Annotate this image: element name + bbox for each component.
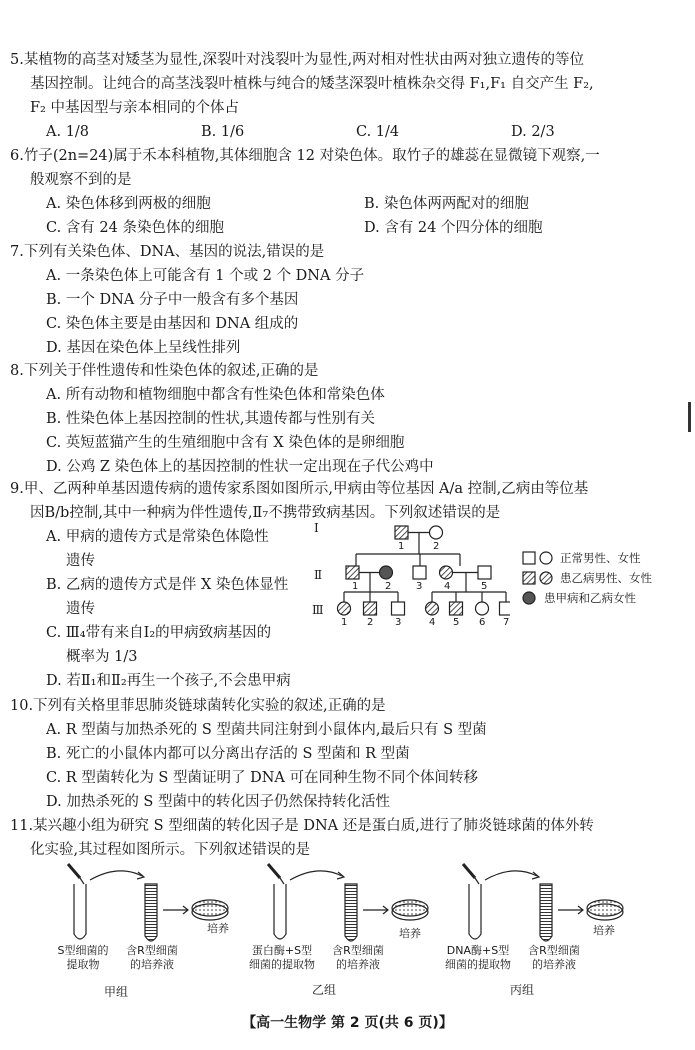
ped-num-III5: 5 — [453, 617, 460, 628]
legend-disease-b-label: 患乙病男性、女性 — [560, 571, 652, 585]
bing-culture-label: 培养 — [593, 924, 615, 937]
q10-line1: 10.下列有关格里菲思肺炎链球菌转化实验的叙述,正确的是 — [10, 698, 386, 714]
q6-options-row2 — [10, 216, 682, 240]
q6-line2: 般观察不到的是 — [30, 172, 132, 188]
q5-options — [10, 120, 682, 144]
ped-num-II2: 2 — [385, 581, 392, 592]
ped-gen-label-II: Ⅱ — [314, 568, 323, 582]
jia-tube1-label: S型细菌的 提取物 — [57, 944, 109, 971]
q9-option-c-cont: 概率为 1/3 — [66, 649, 138, 665]
jia-tube2-label: 含R型细菌 的培养液 — [126, 944, 178, 971]
q6-options-row1 — [10, 192, 682, 216]
legend-row-both — [522, 588, 652, 608]
q5-option-c[interactable]: C. 1/4 — [356, 124, 400, 140]
q9-option-a[interactable]: A. 甲病的遗传方式是常染色体隐性 — [46, 529, 269, 545]
question-5 — [10, 48, 682, 144]
pedigree-chart — [310, 520, 510, 630]
page-footer: 【高一生物学 第 2 页(共 6 页)】 — [242, 1015, 453, 1031]
bing-tube1-label: DNA酶+S型 细菌的提取物 — [445, 944, 511, 971]
ped-III6 — [476, 602, 489, 615]
ped-III1 — [338, 602, 351, 615]
jia-group-label: 甲组 — [104, 985, 129, 999]
q5-option-d[interactable]: D. 2/3 — [511, 124, 555, 140]
q6-option-b[interactable]: B. 染色体两两配对的细胞 — [364, 196, 529, 212]
q9-option-b[interactable]: B. 乙病的遗传方式是伴 X 染色体显性 — [46, 577, 289, 593]
question-6 — [10, 144, 682, 240]
ped-num-I2: 2 — [433, 541, 440, 552]
pedigree-legend — [522, 548, 652, 608]
ped-II3 — [413, 566, 426, 579]
q9-line1: 9.甲、乙两种单基因遗传病的遗传家系图如图所示,甲病由等位基因 A/a 控制,乙病由等位基 — [10, 481, 589, 497]
q10-option-c[interactable]: C. R 型菌转化为 S 型菌证明了 DNA 可在同种生物不同个体间转移 — [46, 770, 478, 786]
q5-line1: 5.某植物的高茎对矮茎为显性,深裂叶对浅裂叶为显性,两对相对性状由两对独立遗传的等位 — [10, 52, 585, 68]
ped-gen-label-III: Ⅲ — [312, 603, 324, 617]
q9-option-c[interactable]: C. Ⅲ₄带有来自Ⅰ₂的甲病致病基因的 — [46, 625, 272, 641]
q7-option-a[interactable]: A. 一条染色体上可能含有 1 个或 2 个 DNA 分子 — [46, 268, 365, 284]
q7-line1: 7.下列有关染色体、DNA、基因的说法,错误的是 — [10, 244, 325, 260]
yi-tube2-label: 含R型细菌 的培养液 — [332, 944, 384, 971]
q9-option-d[interactable]: D. 若Ⅱ₁和Ⅱ₂再生一个孩子,不会患甲病 — [46, 673, 291, 689]
page-edge-mark — [688, 402, 691, 432]
ped-num-III6: 6 — [479, 617, 486, 628]
ped-II2 — [380, 566, 393, 579]
q8-option-a[interactable]: A. 所有动物和植物细胞中都含有性染色体和常染色体 — [46, 387, 385, 403]
q5-option-a[interactable]: A. 1/8 — [46, 124, 90, 140]
bing-group-label: 丙组 — [510, 983, 535, 997]
q6-option-c[interactable]: C. 含有 24 条染色体的细胞 — [46, 220, 224, 236]
q7-option-d[interactable]: D. 基因在染色体上呈线性排列 — [46, 340, 241, 356]
yi-culture-label: 培养 — [399, 927, 421, 940]
q5-option-b[interactable]: B. 1/6 — [201, 124, 245, 140]
yi-tube1-label: 蛋白酶+S型 细菌的提取物 — [249, 944, 315, 971]
ped-num-III2: 2 — [367, 617, 374, 628]
q9-line2: 因B/b控制,其中一种病为伴性遗传,Ⅱ₇不携带致病基因。下列叙述错误的是 — [30, 505, 501, 521]
ped-num-II5: 5 — [481, 581, 488, 592]
ped-III3 — [392, 602, 405, 615]
legend-normal-symbols — [522, 551, 554, 565]
q9-option-a-cont: 遗传 — [66, 553, 95, 569]
q8-option-b[interactable]: B. 性染色体上基因控制的性状,其遗传都与性别有关 — [46, 411, 375, 427]
legend-row-normal — [522, 548, 652, 568]
question-10 — [10, 694, 682, 814]
legend-normal-label: 正常男性、女性 — [560, 551, 641, 565]
ped-num-II4: 4 — [444, 581, 451, 592]
q9-option-b-cont: 遗传 — [66, 601, 95, 617]
ped-num-I1: 1 — [398, 541, 405, 552]
yi-group-label: 乙组 — [312, 983, 337, 997]
ped-I1 — [395, 526, 408, 539]
q7-option-c[interactable]: C. 染色体主要是由基因和 DNA 组成的 — [46, 316, 299, 332]
ped-num-III1: 1 — [341, 617, 348, 628]
ped-num-III3: 3 — [395, 617, 402, 628]
legend-both-symbol — [522, 591, 538, 605]
question-11 — [10, 814, 682, 862]
q9-options — [10, 525, 310, 693]
q8-line1: 8.下列关于伴性遗传和性染色体的叙述,正确的是 — [10, 363, 319, 379]
ped-III5 — [450, 602, 463, 615]
q6-option-d[interactable]: D. 含有 24 个四分体的细胞 — [364, 220, 543, 236]
ped-num-II3: 3 — [416, 581, 423, 592]
q8-option-c[interactable]: C. 英短蓝猫产生的生殖细胞中含有 X 染色体的是卵细胞 — [46, 435, 405, 451]
ped-num-III7: 7 — [503, 617, 510, 628]
question-7 — [10, 240, 682, 360]
q10-option-d[interactable]: D. 加热杀死的 S 型菌中的转化因子仍然保持转化活性 — [46, 794, 390, 810]
legend-disease-b-symbols — [522, 571, 554, 585]
ped-II5 — [478, 566, 491, 579]
question-8 — [10, 359, 682, 479]
q5-line2: 基因控制。让纯合的高茎浅裂叶植株与纯合的矮茎深裂叶植株杂交得 F₁,F₁ 自交产生 F₂, — [30, 76, 594, 92]
q10-option-a[interactable]: A. R 型菌与加热杀死的 S 型菌共同注射到小鼠体内,最后只有 S 型菌 — [46, 722, 487, 738]
bing-tube2-label: 含R型细菌 的培养液 — [528, 944, 580, 971]
q6-option-a[interactable]: A. 染色体移到两极的细胞 — [46, 196, 211, 212]
ped-gen-label-I: Ⅰ — [314, 521, 319, 535]
ped-II4 — [440, 566, 453, 579]
q11-line2: 化实验,其过程如图所示。下列叙述错误的是 — [30, 842, 311, 858]
legend-row-disease-b — [522, 568, 652, 588]
ped-III4 — [426, 602, 439, 615]
q10-option-b[interactable]: B. 死亡的小鼠体内都可以分离出存活的 S 型菌和 R 型菌 — [46, 746, 410, 762]
ped-I2 — [430, 526, 443, 539]
q7-option-b[interactable]: B. 一个 DNA 分子中一般含有多个基因 — [46, 292, 299, 308]
legend-both-label: 患甲病和乙病女性 — [544, 591, 636, 605]
ped-III2 — [364, 602, 377, 615]
ped-II1 — [346, 566, 359, 579]
q5-line3: F₂ 中基因型与亲本相同的个体占 — [30, 100, 239, 116]
ped-III7 — [500, 602, 511, 615]
ped-num-III4: 4 — [429, 617, 436, 628]
q8-option-d[interactable]: D. 公鸡 Z 染色体上的基因控制的性状一定出现在子代公鸡中 — [46, 459, 434, 475]
q6-line1: 6.竹子(2n=24)属于禾本科植物,其体细胞含 12 对染色体。取竹子的雄蕊在显微镜下观察,一 — [10, 148, 600, 164]
q11-line1: 11.某兴趣小组为研究 S 型细菌的转化因子是 DNA 还是蛋白质,进行了肺炎链球菌的体外转 — [10, 818, 594, 834]
ped-num-II1: 1 — [352, 581, 359, 592]
jia-culture-label: 培养 — [207, 922, 229, 935]
